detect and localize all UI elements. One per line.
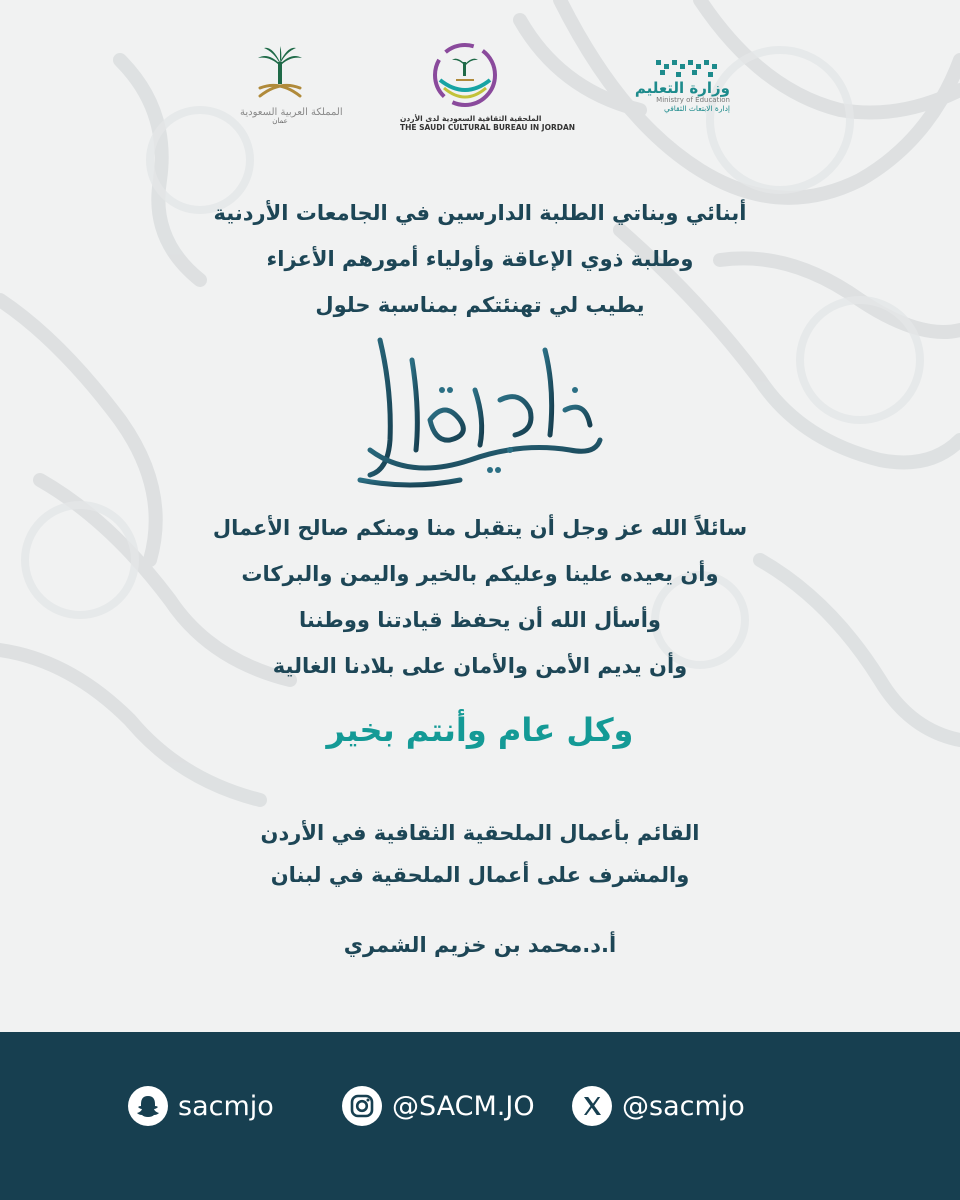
snapchat-icon (128, 1086, 168, 1126)
ministry-of-education-logo (600, 58, 730, 113)
intro-line: يطيب لي تهنئتكم بمناسبة حلول (315, 293, 645, 317)
intro-paragraph (0, 190, 960, 328)
instagram-handle: @SACM.JO (392, 1090, 535, 1122)
moe-name-en: Ministry of Education (656, 96, 730, 104)
prayer-line: سائلاً الله عز وجل أن يتقبل منا ومنكم صالح الأعمال (212, 516, 748, 540)
signature-title (0, 812, 960, 896)
cultural-bureau-logo (400, 40, 576, 132)
greeting-text: وكل عام وأنتم بخير (326, 711, 634, 749)
signatory-name: أ.د.محمد بن خزيم الشمري (343, 933, 617, 957)
prayer-line: وأن يديم الأمن والأمان على بلادنا الغالية (272, 654, 688, 678)
kingdom-logo (240, 44, 343, 126)
bureau-name-ar: الملحقية الثقافية السعودية لدى الأردن (400, 114, 542, 123)
prayer-line: وأن يعيده علينا وعليكم بالخير واليمن والبركات (241, 562, 719, 586)
snapchat-link[interactable] (128, 1083, 274, 1129)
signature-name (0, 922, 960, 968)
kingdom-city: عمان (272, 117, 288, 125)
moe-department: إدارة الابتعاث الثقافي (663, 104, 730, 113)
x-link[interactable] (572, 1083, 745, 1129)
bureau-emblem-icon (430, 40, 500, 110)
eid-calligraphy (350, 330, 610, 495)
moe-name-ar: وزارة التعليم (634, 79, 730, 97)
x-icon (572, 1086, 612, 1126)
logo-bar (0, 40, 960, 170)
snapchat-handle: sacmjo (178, 1090, 274, 1122)
prayers-paragraph (0, 505, 960, 689)
signature-title-line: والمشرف على أعمال الملحقية في لبنان (270, 863, 690, 887)
intro-line: وطلبة ذوي الإعاقة وأولياء أمورهم الأعزاء (266, 247, 694, 271)
moe-dots-icon (654, 58, 724, 80)
intro-line: أبنائي وبناتي الطلبة الدارسين في الجامعات الأردنية (213, 201, 747, 225)
prayer-line: وأسأل الله أن يحفظ قيادتنا ووطننا (299, 608, 661, 632)
x-handle: @sacmjo (622, 1090, 745, 1122)
palm-swords-icon (250, 44, 310, 104)
signature-title-line: القائم بأعمال الملحقية الثقافية في الأردن (260, 821, 700, 845)
instagram-link[interactable] (342, 1083, 535, 1129)
bureau-name-en: THE SAUDI CULTURAL BUREAU IN JORDAN (400, 123, 576, 132)
instagram-icon (342, 1086, 382, 1126)
kingdom-caption: المملكة العربية السعودية (240, 107, 343, 118)
footer-social-bar (0, 1032, 960, 1200)
